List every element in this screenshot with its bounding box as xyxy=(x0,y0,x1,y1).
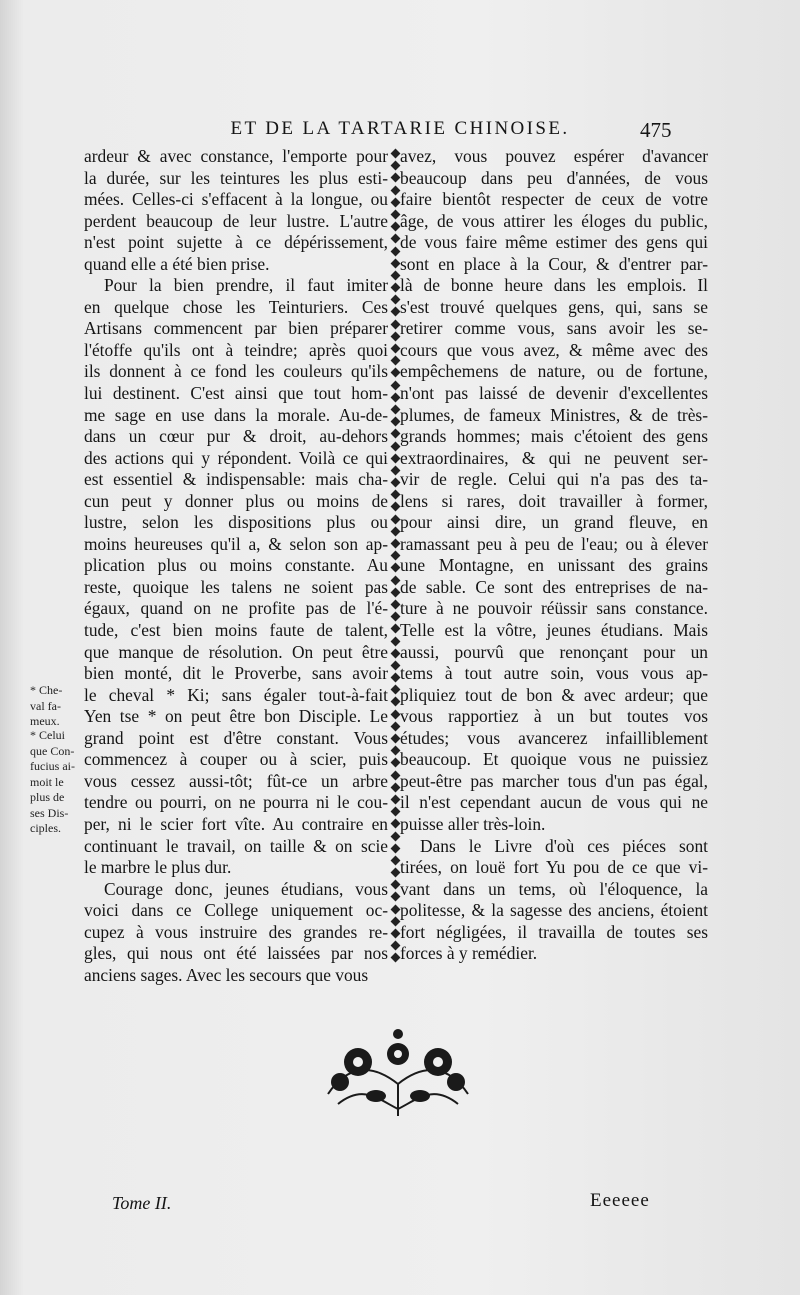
text-line: cours que vous avez, & même avec des xyxy=(400,339,708,360)
margin-note-line: meux. xyxy=(30,714,60,728)
divider-diamond xyxy=(390,380,400,390)
divider-diamond xyxy=(390,197,400,207)
margin-note-cheval xyxy=(30,683,82,730)
divider-diamond xyxy=(390,904,400,914)
text-line: vir de regle. Celui qui n'a pas des ta- xyxy=(400,469,708,490)
text-line: sont en place à la Cour, & d'entrer par- xyxy=(400,253,708,274)
floral-vignette-ornament xyxy=(318,1024,478,1120)
divider-diamond xyxy=(390,807,400,817)
text-line: Dans le Livre d'où ces piéces sont xyxy=(420,835,708,856)
text-line: études; vous avancerez infailliblement xyxy=(400,727,708,748)
divider-diamond xyxy=(390,599,400,609)
text-line: vous cessez aussi-tôt; fût-ce un arbre xyxy=(84,770,388,791)
margin-note-line: val fa- xyxy=(30,698,61,713)
divider-diamond xyxy=(390,209,400,219)
divider-diamond xyxy=(390,941,400,951)
divider-diamond xyxy=(390,295,400,305)
divider-diamond xyxy=(390,185,400,195)
divider-diamond xyxy=(390,465,400,475)
divider-diamond xyxy=(390,344,400,354)
text-line: pour ainsi dire, un grand fleuve, en xyxy=(400,512,708,533)
text-line: lens si rares, doit travailler à former, xyxy=(400,490,708,511)
text-line: Artisans commencent par bien préparer xyxy=(84,318,388,339)
text-line: perdent beaucoup de leur lustre. L'autre xyxy=(84,210,388,231)
divider-diamond xyxy=(390,575,400,585)
divider-diamond xyxy=(390,149,400,159)
divider-diamond xyxy=(390,673,400,683)
volume-label: Tome II. xyxy=(112,1193,172,1213)
divider-diamond xyxy=(390,758,400,768)
divider-diamond xyxy=(390,916,400,926)
divider-diamond xyxy=(390,685,400,695)
divider-diamond xyxy=(390,502,400,512)
divider-diamond xyxy=(390,794,400,804)
text-line: politesse, & la sagesse des anciens, étoient xyxy=(400,900,708,921)
divider-diamond xyxy=(390,246,400,256)
divider-diamond xyxy=(390,855,400,865)
divider-diamond xyxy=(390,697,400,707)
text-line: pliquiez tout de bon & avec ardeur; que xyxy=(400,684,708,705)
divider-diamond xyxy=(390,441,400,451)
text-line: ils donnent à ce fond les couleurs qu'ils xyxy=(84,361,388,382)
divider-diamond xyxy=(390,831,400,841)
text-line: vant dans un tems, où l'éloquence, la xyxy=(400,878,708,899)
text-line: l'étoffe qu'ils ont à teindre; après quoi xyxy=(84,339,388,360)
divider-diamond xyxy=(390,624,400,634)
text-line: forces à y remédier. xyxy=(400,943,538,964)
text-line: une Montagne, en unissant des grains xyxy=(400,555,708,576)
text-line: dans un cœur pur & droit, au-dehors xyxy=(84,426,388,447)
divider-diamond xyxy=(390,526,400,536)
text-line: que manque de résolution. On peut être xyxy=(84,641,388,662)
divider-diamond xyxy=(390,746,400,756)
divider-diamond xyxy=(390,307,400,317)
text-line: fort négligées, il travailla de toutes ses xyxy=(400,921,708,942)
divider-diamond xyxy=(390,222,400,232)
divider-diamond xyxy=(390,721,400,731)
divider-diamond xyxy=(390,417,400,427)
divider-diamond xyxy=(390,392,400,402)
divider-diamond xyxy=(390,331,400,341)
text-line: beaucoup. Et quoique vous ne puissiez xyxy=(400,749,708,770)
divider-diamond xyxy=(390,429,400,439)
divider-diamond xyxy=(390,539,400,549)
divider-diamond xyxy=(390,453,400,463)
divider-diamond xyxy=(390,953,400,963)
divider-diamond xyxy=(390,709,400,719)
text-line: retirer comme vous, sans avoir les se- xyxy=(400,318,708,339)
text-line: de sable. Ce sont des entreprises de na- xyxy=(400,576,708,597)
text-line: âge, de vous attirer les éloges du public, xyxy=(400,210,708,231)
text-line: plumes, de fameux Ministres, & de très- xyxy=(400,404,708,425)
text-line: mées. Celles-ci s'effacent à la longue, ou xyxy=(84,189,388,210)
text-line: il n'est cependant aucun de vous qui ne xyxy=(400,792,708,813)
text-line: moins heureuses qu'il a, & selon son ap- xyxy=(84,533,388,554)
text-line: la durée, sur les teintures les plus esti- xyxy=(84,167,388,188)
text-line: n'ont pas laissé de devenir d'excellentes xyxy=(400,383,708,404)
text-line: anciens sages. Avec les secours que vous xyxy=(84,964,369,985)
text-line: le cheval * Ki; sans égaler tout-à-fait xyxy=(84,684,388,705)
text-line: gles, qui nous ont été laissées par nos xyxy=(84,943,388,964)
text-line: beaucoup dans peu d'années, de vous xyxy=(400,167,708,188)
divider-diamond xyxy=(390,892,400,902)
text-line: plication plus ou moins constante. Au xyxy=(84,555,388,576)
text-line: ture à ne pouvoir réüssir sans constance. xyxy=(400,598,708,619)
divider-diamond xyxy=(390,819,400,829)
text-line: per, ni le scier fort vîte. Au contraire en xyxy=(84,813,388,834)
text-line: en quelque chose les Teinturiers. Ces xyxy=(84,296,388,317)
margin-note-line: ses Dis- xyxy=(30,805,69,820)
text-line: n'est point sujette à ce dépérissement, xyxy=(84,232,388,253)
divider-diamond xyxy=(390,563,400,573)
divider-diamond xyxy=(390,478,400,488)
divider-diamond xyxy=(390,929,400,939)
text-line: ramassant peu à peu de l'eau; ou à élever xyxy=(400,533,708,554)
divider-diamond xyxy=(390,319,400,329)
text-line: Pour la bien prendre, il faut imiter xyxy=(104,275,388,296)
divider-diamond xyxy=(390,868,400,878)
margin-note-line: ciples. xyxy=(30,821,61,835)
text-line: continuant le travail, on taille & on scie xyxy=(84,835,388,856)
divider-diamond xyxy=(390,587,400,597)
divider-diamond xyxy=(390,270,400,280)
divider-diamond xyxy=(390,161,400,171)
divider-diamond xyxy=(390,734,400,744)
text-line: bien monté, dit le Proverbe, sans avoir xyxy=(84,663,388,684)
divider-diamond xyxy=(390,404,400,414)
divider-diamond xyxy=(390,782,400,792)
text-line: égaux, quand on ne profite pas de l'é- xyxy=(84,598,388,619)
margin-note-line: moit le xyxy=(30,774,64,789)
text-line: empêchemens de nature, ou de fortune, xyxy=(400,361,708,382)
divider-diamond xyxy=(390,880,400,890)
page-number: 475 xyxy=(640,118,672,142)
text-line: avez, vous pouvez espérer d'avancer xyxy=(400,146,708,166)
margin-note-line: * Che- xyxy=(30,683,63,697)
text-line: s'est trouvé quelques gens, qui, sans se xyxy=(400,296,708,317)
text-line: Courage donc, jeunes étudians, vous xyxy=(104,878,388,899)
text-line: là de bonne heure dans les emplois. Il xyxy=(400,275,708,296)
text-line: tude, c'est bien moins faute de talent, xyxy=(84,620,388,641)
text-line: cupez à vous instruire des grandes re- xyxy=(84,921,388,942)
text-line: grands hommes; mais c'étoient des gens xyxy=(400,426,708,447)
margin-note-line: * Celui xyxy=(30,728,65,742)
text-line: le marbre le plus dur. xyxy=(84,857,232,878)
divider-diamond xyxy=(390,636,400,646)
text-line: me sage en use dans la morale. Au-de- xyxy=(84,404,388,425)
text-line: quand elle a été bien prise. xyxy=(84,253,270,274)
signature-mark: Eeeeee xyxy=(590,1190,650,1211)
margin-note-line: plus de xyxy=(30,790,65,804)
divider-diamond xyxy=(390,612,400,622)
text-line: cun peut y donner plus ou moins de xyxy=(84,490,388,511)
text-line: voici dans ce College uniquement oc- xyxy=(84,900,388,921)
text-line: extraordinaires, & qui ne peuvent ser- xyxy=(400,447,708,468)
divider-diamond xyxy=(390,356,400,366)
margin-note-line: fucius ai- xyxy=(30,759,75,773)
margin-note-line: que Con- xyxy=(30,743,75,758)
running-title: ET DE LA TARTARIE CHINOISE. xyxy=(230,118,570,139)
divider-diamond xyxy=(390,258,400,268)
text-line: tems à tout autre soin, vous vous ap- xyxy=(400,663,708,684)
text-line: est essentiel & indispensable: mais cha- xyxy=(84,469,388,490)
text-line: lustre, selon les dispositions plus ou xyxy=(84,512,388,533)
divider-diamond xyxy=(390,283,400,293)
divider-diamond xyxy=(390,770,400,780)
divider-diamond xyxy=(390,234,400,244)
text-line: Yen tse * on peut être bon Disciple. Le xyxy=(84,706,388,727)
divider-diamond xyxy=(390,173,400,183)
text-line: lui destinent. C'est ainsi que tout hom- xyxy=(84,383,388,404)
text-line: tirées, on louë fort Yu pou de ce que vi- xyxy=(400,857,708,878)
divider-diamond xyxy=(390,660,400,670)
divider-diamond xyxy=(390,490,400,500)
text-line: ardeur & avec constance, l'emporte pour xyxy=(84,146,388,166)
text-line: Telle est la vôtre, jeunes étudians. Mais xyxy=(400,620,708,641)
divider-diamond xyxy=(390,551,400,561)
right-text-column xyxy=(400,146,708,965)
divider-diamond xyxy=(390,368,400,378)
divider-diamond xyxy=(390,843,400,853)
text-line: peut-être pas marcher tous d'un pas égal, xyxy=(400,770,708,791)
text-line: grand point est d'être constant. Vous xyxy=(84,727,388,748)
text-line: aussi, pourvû que renonçant pour un xyxy=(400,641,708,662)
text-line: puisse aller très-loin. xyxy=(400,813,546,834)
left-text-column xyxy=(84,146,388,986)
text-line: des actions qui y répondent. Voilà ce qui xyxy=(84,447,388,468)
margin-note-disciple xyxy=(30,728,82,837)
text-line: de vous faire même estimer des gens qui xyxy=(400,232,708,253)
text-line: faire bientôt respecter de ceux de votre xyxy=(400,189,708,210)
text-line: reste, quoique les talens ne soient pas xyxy=(84,576,388,597)
text-line: commencez à couper ou à scier, puis xyxy=(84,749,388,770)
text-line: tendre ou pourri, on ne pourra ni le cou- xyxy=(84,792,388,813)
divider-diamond xyxy=(390,514,400,524)
divider-diamond xyxy=(390,648,400,658)
text-line: vous rapportiez à un but toutes vos xyxy=(400,706,708,727)
